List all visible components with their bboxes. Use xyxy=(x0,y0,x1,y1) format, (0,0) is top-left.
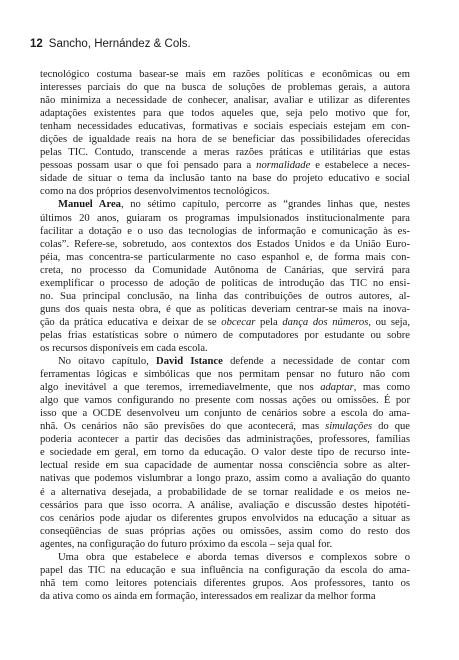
text-run: ção da prática educativa e deixar de se xyxy=(40,316,222,328)
bold-text: Manuel Area xyxy=(58,199,121,211)
page-number: 12 xyxy=(30,38,43,50)
text-run: pelas frias estatísticas sobre o número de computadores por estudante ou sobre xyxy=(40,329,410,341)
body-text xyxy=(40,68,410,603)
text-run: defende a necessidade de contar com xyxy=(222,356,410,368)
text-line xyxy=(40,225,410,238)
bold-text: David Istance xyxy=(156,356,223,368)
text-run: cos cenários pode ajudar os diferentes grupos envolvidos na educação a situar as xyxy=(40,512,410,524)
text-line xyxy=(40,212,410,225)
paragraph xyxy=(40,68,410,198)
text-line xyxy=(40,303,410,316)
text-line xyxy=(40,172,410,185)
text-run: algo inevitável a que teremos, irremediavelmente, que nos xyxy=(40,382,321,394)
text-line xyxy=(40,499,410,512)
text-run: do que xyxy=(372,421,410,433)
text-run: da ativa como os ainda em formação, interessados em realizar da melhor forma xyxy=(40,590,376,602)
text-run: algo que vamos configurando no presente com nossas ações ou omissões. É por xyxy=(40,395,410,407)
text-line xyxy=(40,577,410,590)
text-run: como na dos próprios desenvolvimentos tecnológicos. xyxy=(40,186,270,198)
text-run: agentes, na configuração do futuro próximo da escola – seja qual for. xyxy=(40,538,333,550)
text-line xyxy=(40,525,410,538)
text-line xyxy=(40,355,410,368)
text-line xyxy=(40,185,410,198)
text-run: No oitavo capítulo, xyxy=(58,356,157,368)
italic-text: normalidade xyxy=(256,160,311,172)
text-line xyxy=(40,316,410,329)
text-run: tecnológico costuma basear-se mais em razões políticas e econômicas ou em xyxy=(40,69,410,80)
running-header xyxy=(30,38,191,50)
text-run: colas”. Refere-se, sobretudo, aos contextos dos Estados Unidos e da União Euro- xyxy=(40,238,410,250)
text-line xyxy=(40,133,410,146)
text-line xyxy=(40,68,410,81)
text-line xyxy=(40,446,410,459)
italic-text: simulações xyxy=(325,421,373,433)
paragraph xyxy=(40,355,410,551)
text-line xyxy=(40,107,410,120)
text-run: , ou seja, xyxy=(368,316,410,328)
text-line xyxy=(40,81,410,94)
text-run: cessários para que isso ocorra. A análise, avaliação e discussão destes hipotéti- xyxy=(40,499,410,511)
text-line xyxy=(40,590,410,603)
text-run: adaptações existentes para que todos aqueles que, seja pelo motivo que for, xyxy=(40,108,410,120)
text-line xyxy=(40,120,410,133)
text-run: os recursos disponíveis em cada escola. xyxy=(40,342,208,354)
text-line xyxy=(40,459,410,472)
text-line xyxy=(40,290,410,303)
paragraph xyxy=(40,198,410,355)
paragraph xyxy=(40,551,410,603)
text-run: nhã tem como leitores potenciais diferentes grupos. Aos professores, tanto os xyxy=(40,577,410,589)
italic-text: dança dos números xyxy=(282,316,369,328)
text-line xyxy=(40,329,410,342)
text-run: e sociedade em geral, em torno da educação. O valor deste tipo de recurso inte- xyxy=(40,447,410,459)
text-run: ferramentas lógicas e simbólicas que nos permitam pensar no futuro não com xyxy=(40,369,410,381)
text-line xyxy=(40,394,410,407)
text-run: Uma obra que estabelece e aborda temas diversos e complexos sobre o xyxy=(58,551,410,563)
text-line xyxy=(40,433,410,446)
text-line xyxy=(40,564,410,577)
text-run: pela xyxy=(255,316,283,328)
text-run: , mas como xyxy=(353,382,410,394)
running-head-text: Sancho, Hernández & Cols. xyxy=(48,38,191,50)
text-line xyxy=(40,381,410,394)
text-run: e estabelece a neces- xyxy=(310,160,410,172)
text-run: lectual reside em sua capacidade de aumentar nossa consciência sobre as alter- xyxy=(40,460,410,472)
text-run: no. Sua principal conclusão, na linha das contribuições de outros autores, al- xyxy=(40,290,410,302)
text-line xyxy=(40,159,410,172)
text-run: creta, no processo da Comunidade Autônoma de Canárias, que servirá para xyxy=(40,264,410,276)
text-run: guns dos quais nesta obra, é que as políticas deveriam centrar-se mais na inova- xyxy=(40,303,410,315)
text-run: conseqüências de suas próprias ações ou omissões, assim como do resto dos xyxy=(40,525,410,537)
text-run: nativas que podemos vislumbrar a longo prazo, assim como a avaliação do quanto xyxy=(40,473,410,485)
text-line xyxy=(40,472,410,485)
text-run: nhã. Os cenários não são previsões do que acontecerá, mas xyxy=(40,421,326,433)
text-line xyxy=(40,277,410,290)
text-run: interesses parciais do que na busca de soluções de problemas gerais, a autora xyxy=(40,82,410,94)
text-line xyxy=(40,251,410,264)
text-line xyxy=(40,512,410,525)
text-line xyxy=(40,538,410,551)
text-run: poderia acontecer a partir das decisões das administrações, professores, famílias xyxy=(40,434,410,446)
text-line xyxy=(40,486,410,499)
text-run: pessoas possam usar o que foi pensado para a xyxy=(40,160,257,172)
text-run: péia, mas concentra-se particularmente no caso espanhol e, de forma mais con- xyxy=(40,251,410,263)
text-run: não minimiza a necessidade de conhecer, analisar, avaliar e utilizar as diferentes xyxy=(40,95,410,107)
text-run: isso que a OCDE desenvolveu um conjunto de cenários sobre a escola do ama- xyxy=(40,408,410,420)
text-run: pelas TIC. Contudo, transcende a meras razões práticas e utilitárias que estas xyxy=(40,147,410,159)
text-line xyxy=(40,264,410,277)
text-run: sidade de situar o tema da inclusão tanto na base do projeto educativo e social xyxy=(40,173,410,185)
text-line xyxy=(40,342,410,355)
text-run: exemplificar o processo de adoção de políticas de introdução das TIC no ensi- xyxy=(40,277,410,289)
text-line xyxy=(40,368,410,381)
text-run: facilitar a dotação e o uso das tecnologias de informação e comunicação às es- xyxy=(40,225,410,237)
text-line xyxy=(40,198,410,211)
text-line xyxy=(40,551,410,564)
text-line xyxy=(40,238,410,251)
text-run: dições de igualdade reais na hora de se beneficiar das possibilidades oferecidas xyxy=(40,134,410,146)
text-run: , no sétimo capítulo, percorre as “grandes linhas que, nestes xyxy=(120,199,410,211)
text-run: papel das TIC na educação e sua influência na configuração da escola do ama- xyxy=(40,564,410,576)
text-line xyxy=(40,420,410,433)
text-line xyxy=(40,407,410,420)
text-line xyxy=(40,146,410,159)
text-run: é a alternativa desejada, a probabilidade de se tornar realidade e os meios ne- xyxy=(40,486,410,498)
text-run: últimos 20 anos, guiaram os programas impulsionados institucionalmente para xyxy=(40,212,410,224)
italic-text: adaptar xyxy=(320,382,354,394)
text-line xyxy=(40,94,410,107)
text-run: tenham necessidades educativas, formativas e sociais especiais estejam em con- xyxy=(40,121,410,133)
italic-text: obcecar xyxy=(221,316,256,328)
